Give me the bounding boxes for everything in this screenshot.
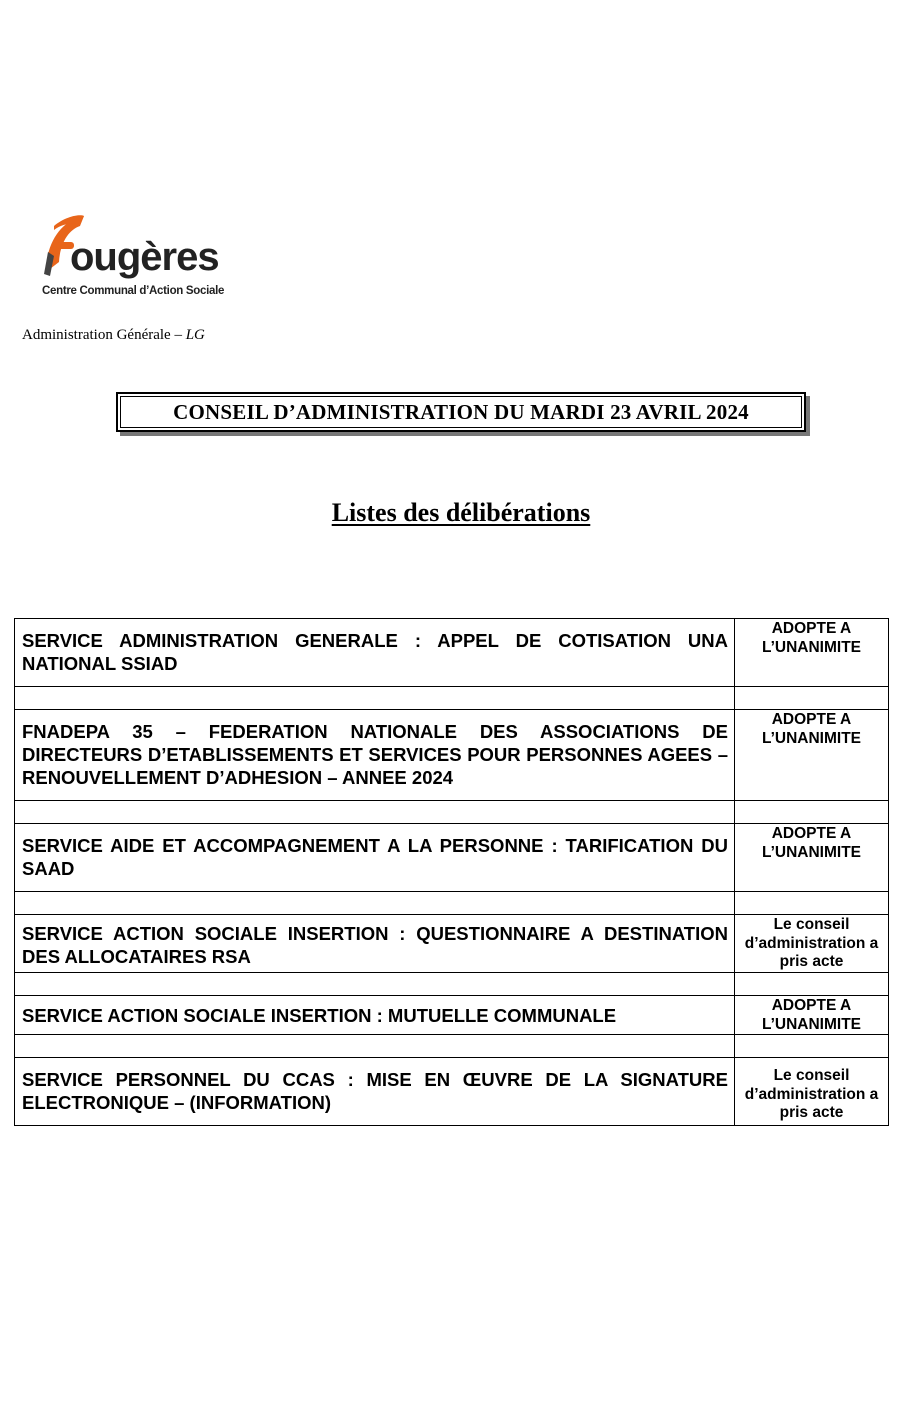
- spacer-row: [15, 801, 889, 824]
- table-row: [15, 915, 889, 973]
- deliberation-subject: SERVICE ADMINISTRATION GENERALE : APPEL DE COTISATION UNA NATIONAL SSIAD: [15, 619, 735, 687]
- department-line: [22, 327, 205, 344]
- table-row: [15, 996, 889, 1035]
- meeting-title: CONSEIL D’ADMINISTRATION DU MARDI 23 AVRIL 2024: [173, 399, 749, 424]
- fougeres-logo-icon: [40, 212, 255, 302]
- deliberation-subject: SERVICE ACTION SOCIALE INSERTION : MUTUELLE COMMUNALE: [15, 996, 735, 1035]
- deliberation-decision: Le conseil d’administration a pris acte: [735, 915, 889, 973]
- table-row: [15, 710, 889, 801]
- table-row: [15, 824, 889, 892]
- spacer-row: [15, 892, 889, 915]
- deliberation-decision: ADOPTE A L’UNANIMITE: [735, 619, 889, 687]
- table-row: [15, 619, 889, 687]
- spacer-row: [15, 1035, 889, 1058]
- author-initials: LG: [185, 327, 205, 343]
- svg-text:ougères: ougères: [70, 235, 219, 279]
- deliberation-subject: SERVICE PERSONNEL DU CCAS : MISE EN ŒUVRE DE LA SIGNATURE ELECTRONIQUE – (INFORMATION): [15, 1058, 735, 1126]
- deliberation-subject: SERVICE ACTION SOCIALE INSERTION : QUESTIONNAIRE A DESTINATION DES ALLOCATAIRES RSA: [15, 915, 735, 973]
- page-subtitle: Listes des délibérations: [331, 498, 591, 527]
- deliberation-decision: ADOPTE A L’UNANIMITE: [735, 710, 889, 801]
- deliberation-subject: FNADEPA 35 – FEDERATION NATIONALE DES ASSOCIATIONS DE DIRECTEURS D’ETABLISSEMENTS ET SERVICES POUR PERSONNES AGEES – RENOUVELLEMENT D’ADHESION – ANNEE 2024: [15, 710, 735, 801]
- department-label: Administration Générale –: [22, 327, 182, 343]
- table-row: [15, 1058, 889, 1126]
- spacer-row: [15, 973, 889, 996]
- svg-text:Centre Communal d’Action Socia: Centre Communal d’Action Sociale: [42, 285, 225, 297]
- meeting-title-box: [116, 392, 806, 432]
- spacer-row: [15, 687, 889, 710]
- ccas-logo: [40, 212, 255, 302]
- deliberation-decision: ADOPTE A L’UNANIMITE: [735, 824, 889, 892]
- deliberation-subject: SERVICE AIDE ET ACCOMPAGNEMENT A LA PERSONNE : TARIFICATION DU SAAD: [15, 824, 735, 892]
- deliberations-table: [14, 618, 889, 1126]
- deliberation-decision: Le conseil d’administration a pris acte: [735, 1058, 889, 1126]
- deliberation-decision: ADOPTE A L’UNANIMITE: [735, 996, 889, 1035]
